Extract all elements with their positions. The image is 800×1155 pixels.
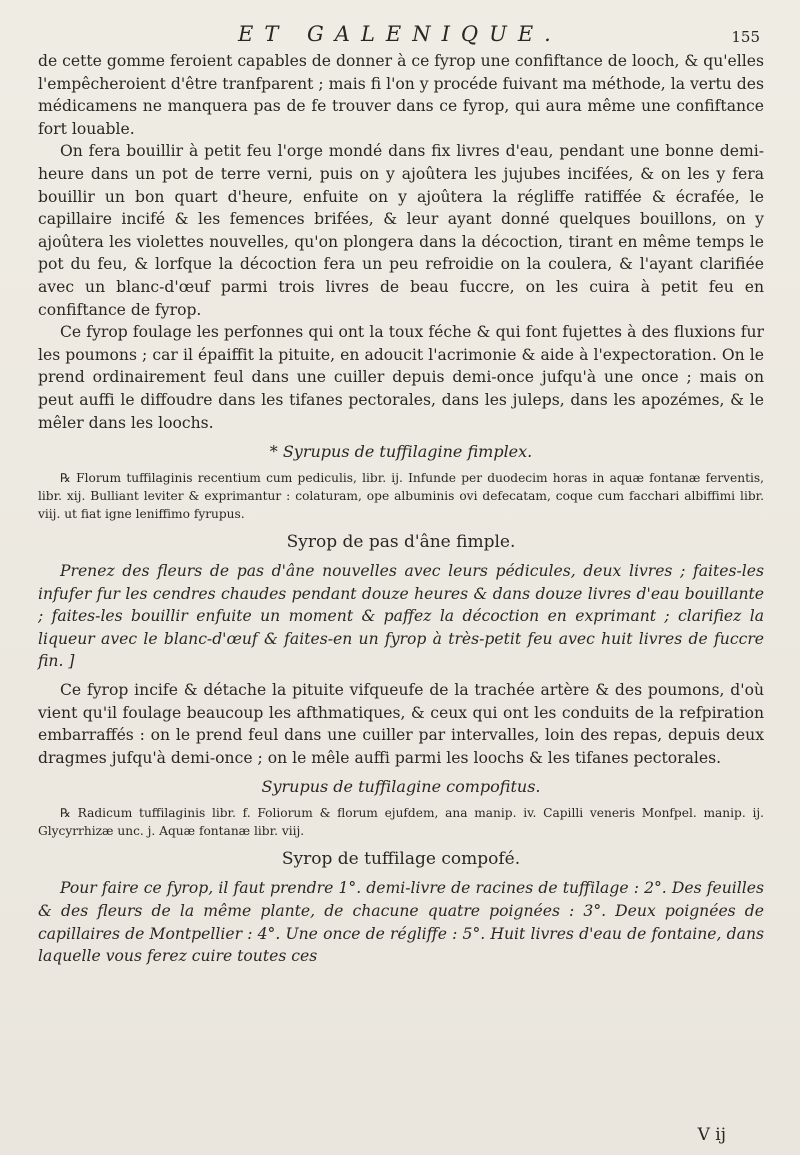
recipe-2-latin-text: ℞ Radicum tuffilaginis libr. f. Foliorum & florum ejufdem, ana manip. iv. Capilli veneris Monfpel. manip. ij. Glycyrrhizæ unc. j. Aquæ fontanæ libr. viij. <box>38 806 764 839</box>
recipe-1-french-title: Syrop de pas d'âne fimple. <box>286 532 516 553</box>
page-header <box>38 14 764 50</box>
recipe-2-latin-block <box>38 804 764 840</box>
recipe-2-french-instructions: Pour faire ce fyrop, il faut prendre 1°. demi-livre de racines de tuffilage : 2°. Des feuilles & des fleurs de la même plante, de chacune quatre poignées : 3°. Deux poignées de capillaires de Montpellier : 4°. Une once de régliffe : 5°. Huit livres d'eau de fontaine, dans laquelle vous ferez cuire toutes ces <box>38 879 764 966</box>
recipe-1-latin-title: * Syrupus de tuffilagine fimplex. <box>269 442 533 462</box>
running-title: ET GALENIQUE. <box>238 22 562 46</box>
recipe-1-french-block <box>38 560 764 769</box>
paragraph-2: On fera bouillir à petit feu l'orge mondé dans fix livres d'eau, pendant une bonne demi-heure dans un pot de terre verni, puis on y ajoûtera les jujubes incifées, & on les y fera bouillir un bon quart d'heure, enfuite on y ajoûtera la régliffe ratiffée & écrafée, le capillaire incifé & les femences brifées, & leur ayant donné quelques bouillons, on y ajoûtera les violettes nouvelles, qu'on plongera dans la décoction, tirant en même temps le pot du feu, & lorfque la décoction fera un peu refroidie on la coulera, & l'ayant clarifiée avec un blanc-d'œuf parmi trois livres de beau fuccre, on les cuira à petit feu en confiftance de fyrop. <box>38 142 764 319</box>
recipe-1-latin-block <box>38 469 764 523</box>
page-number: 155 <box>731 28 760 46</box>
recipe-2-french-title: Syrop de tuffilage compofé. <box>281 849 521 870</box>
recipe-2-french-block <box>38 877 764 967</box>
recipe-1-latin-text: ℞ Florum tuffilaginis recentium cum pediculis, libr. ij. Infunde per duodecim horas in aquæ fontanæ ferventis, libr. xij. Bulliant leviter & exprimantur : colaturam, ope albuminis ovi defecatam, coque cum facchari albiffimi libr. viij. ut fiat igne leniffimo fyrupus. <box>38 471 764 522</box>
recipe-1-french-instructions: Prenez des fleurs de pas d'âne nouvelles avec leurs pédicules, deux livres ; faites-les infufer fur les cendres chaudes pendant douze heures & dans douze livres d'eau bouillante ; faites-les bouillir enfuite un moment & paffez la décoction en exprimant ; clarifiez la liqueur avec le blanc-d'œuf & faites-en un fyrop à très-petit feu avec huit livres de fuccre fin. ] <box>38 562 764 671</box>
paragraph-3: Ce fyrop foulage les perfonnes qui ont la toux féche & qui font fujettes à des fluxions fur les poumons ; car il épaiffit la pituite, en adoucit l'acrimonie & aide à l'expectoration. On le prend ordinairement feul dans une cuiller depuis demi-once jufqu'à une once ; mais on peut auffi le diffoudre dans les tifanes pectorales, dans les juleps, dans les apozémes, & le mêler dans les loochs. <box>38 323 764 432</box>
main-text <box>38 50 764 434</box>
recipe-2-latin-title: Syrupus de tuffilagine compofitus. <box>261 777 541 797</box>
paragraph-1: de cette gomme feroient capables de donner à ce fyrop une confiftance de looch, & qu'elles l'empêcheroient d'être tranfparent ; mais fi l'on y procéde fuivant ma méthode, la vertu des médicamens ne manquera pas de fe trouver dans ce fyrop, qui aura même une confiftance fort louable. <box>38 52 764 138</box>
recipe-1-usage: Ce fyrop incife & détache la pituite vifqueufe de la trachée artère & des poumons, d'où vient qu'il foulage beaucoup les afthmatiques, & ceux qui ont les conduits de la refpiration embarraffés : on le prend feul dans une cuiller par intervalles, loin des repas, depuis deux dragmes jufqu'à demi-once ; on le mêle auffi parmi les loochs & les tifanes pectorales. <box>38 681 764 767</box>
signature-mark: V ij <box>697 1125 726 1145</box>
